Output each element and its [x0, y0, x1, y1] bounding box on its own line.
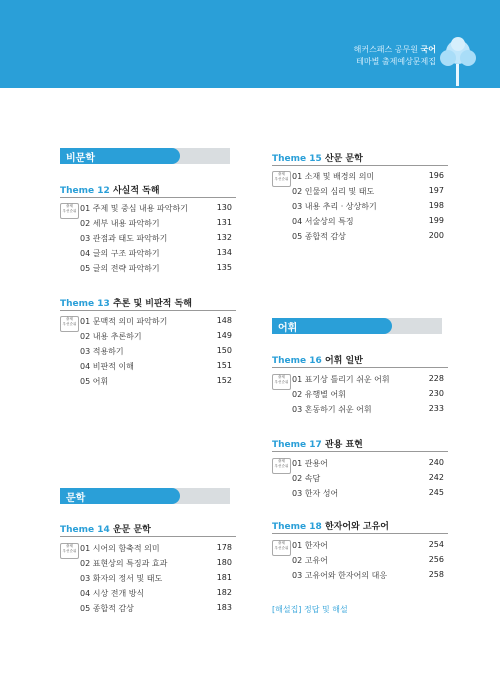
theme-17-title: Theme 17 관용 표현	[272, 440, 363, 450]
section-munhak	[60, 488, 230, 504]
divider	[272, 451, 448, 452]
theme-15-title: Theme 15 산문 문학	[272, 154, 363, 164]
page-number: 178	[216, 543, 232, 552]
page-number: 182	[216, 588, 232, 597]
priority-icon: 출제 우선순위	[272, 171, 291, 187]
toc-item[interactable]: 03 내용 추리 · 상상하기	[292, 202, 377, 211]
toc-item[interactable]: 01 주제 및 중심 내용 파악하기	[80, 204, 188, 213]
toc-item[interactable]: 02 고유어	[292, 556, 328, 565]
page-number: 130	[216, 203, 232, 212]
toc-item[interactable]: 04 글의 구조 파악하기	[80, 249, 160, 258]
priority-icon: 출제 우선순위	[60, 203, 79, 219]
page-number: 132	[216, 233, 232, 242]
page-number: 242	[428, 473, 444, 482]
section-eohwi	[272, 318, 442, 334]
priority-icon: 출제 우선순위	[272, 540, 291, 556]
page-number: 150	[216, 346, 232, 355]
toc-item[interactable]: 03 화자의 정서 및 태도	[80, 574, 163, 583]
brand-line1: 해커스패스 공무원	[353, 45, 418, 54]
toc-item[interactable]: 05 어휘	[80, 377, 109, 386]
toc-item[interactable]: 05 글의 전략 파악하기	[80, 264, 160, 273]
toc-item[interactable]: 01 한자어	[292, 541, 328, 550]
toc-item[interactable]: 02 속담	[292, 474, 321, 483]
page-number: 198	[428, 201, 444, 210]
toc-item[interactable]: 03 고유어와 한자어의 대응	[292, 571, 388, 580]
page-number: 233	[428, 404, 444, 413]
page-number: 199	[428, 216, 444, 225]
page-number: 258	[428, 570, 444, 579]
theme-13-title: Theme 13 추론 및 비판적 독해	[60, 299, 192, 309]
page-number: 152	[216, 376, 232, 385]
page-number: 183	[216, 603, 232, 612]
page-number: 200	[428, 231, 444, 240]
section-title: 비문학	[66, 153, 95, 164]
page-number: 228	[428, 374, 444, 383]
priority-icon: 출제 우선순위	[272, 458, 291, 474]
toc-item[interactable]: 03 적용하기	[80, 347, 124, 356]
section-title: 어휘	[278, 323, 298, 334]
toc-item[interactable]: 03 관점과 태도 파악하기	[80, 234, 168, 243]
section-title: 문학	[66, 493, 86, 504]
toc-item[interactable]: 02 인물의 심리 및 태도	[292, 187, 375, 196]
toc-item[interactable]: 03 혼동하기 쉬운 어휘	[292, 405, 372, 414]
page-number: 181	[216, 573, 232, 582]
divider	[60, 197, 236, 198]
priority-icon: 출제 우선순위	[60, 316, 79, 332]
toc-item[interactable]: 01 관용어	[292, 459, 328, 468]
divider	[272, 165, 448, 166]
priority-icon: 출제 우선순위	[272, 374, 291, 390]
brand-line2: 테마별 출제예상문제집	[356, 57, 436, 66]
answer-key-link[interactable]: [해설집] 정답 및 해설	[272, 605, 348, 614]
section-bimunhak	[60, 148, 230, 164]
toc-item[interactable]: 04 시상 전개 방식	[80, 589, 145, 598]
page-number: 151	[216, 361, 232, 370]
toc-item[interactable]: 01 문맥적 의미 파악하기	[80, 317, 168, 326]
page-number: 149	[216, 331, 232, 340]
page-number: 256	[428, 555, 444, 564]
page-number: 240	[428, 458, 444, 467]
toc-item[interactable]: 02 세부 내용 파악하기	[80, 219, 160, 228]
page-number: 254	[428, 540, 444, 549]
book-brand	[354, 44, 436, 68]
toc-item[interactable]: 01 표기상 틀리기 쉬운 어휘	[292, 375, 390, 384]
toc-item[interactable]: 02 유행별 어휘	[292, 390, 346, 399]
page-number: 134	[216, 248, 232, 257]
toc-item[interactable]: 04 비판적 이해	[80, 362, 134, 371]
theme-12-title: Theme 12 사실적 독해	[60, 186, 160, 196]
page-number: 131	[216, 218, 232, 227]
priority-icon: 출제 우선순위	[60, 543, 79, 559]
toc-item[interactable]: 03 한자 성어	[292, 489, 339, 498]
toc-item[interactable]: 02 표현상의 특징과 효과	[80, 559, 168, 568]
page-number: 245	[428, 488, 444, 497]
theme-16-title: Theme 16 어휘 일반	[272, 356, 363, 366]
divider	[60, 310, 236, 311]
toc-item[interactable]: 01 시어의 함축적 의미	[80, 544, 160, 553]
page-number: 197	[428, 186, 444, 195]
divider	[272, 533, 448, 534]
tree-logo-icon	[436, 34, 480, 86]
toc-item[interactable]: 05 종합적 감상	[292, 232, 346, 241]
page-number: 148	[216, 316, 232, 325]
toc-item[interactable]: 05 종합적 감상	[80, 604, 134, 613]
divider	[60, 536, 236, 537]
page-number: 135	[216, 263, 232, 272]
page-number: 180	[216, 558, 232, 567]
divider	[272, 367, 448, 368]
theme-14-title: Theme 14 운문 문학	[60, 525, 151, 535]
page-number: 230	[428, 389, 444, 398]
toc-item[interactable]: 02 내용 추론하기	[80, 332, 142, 341]
brand-subject: 국어	[420, 45, 436, 54]
toc-item[interactable]: 04 서술상의 특징	[292, 217, 354, 226]
toc-item[interactable]: 01 소재 및 배경의 의미	[292, 172, 375, 181]
page-number: 196	[428, 171, 444, 180]
theme-18-title: Theme 18 한자어와 고유어	[272, 522, 389, 532]
